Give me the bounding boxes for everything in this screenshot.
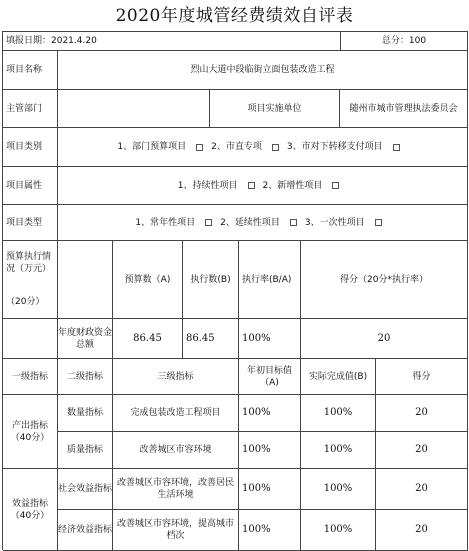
level3-cell: 改善城区市容环境，提高城市档次 (113, 510, 239, 551)
effect-indicator-label: 效益指标（40分） (3, 469, 58, 551)
checkbox[interactable] (332, 182, 339, 189)
col-level1: 一级指标 (3, 359, 58, 395)
score-cell: 20 (376, 432, 468, 469)
type-options (58, 205, 468, 241)
actual-cell: 100% (301, 469, 376, 510)
output-indicator-label: 产出指标（40分） (3, 395, 58, 469)
budget-label-text: 预算执行情况（万元） (6, 252, 52, 275)
attribute-option-1: 1、持续性项目 (177, 180, 238, 191)
score-cell: 20 (376, 469, 468, 510)
level2-cell: 经济效益指标 (58, 510, 113, 551)
target-cell: 100% (239, 395, 301, 432)
evaluation-table (2, 31, 468, 550)
checkbox[interactable] (272, 144, 279, 151)
impl-unit-label: 项目实施单位 (210, 90, 340, 128)
category-option-1: 1、部门预算项目 (117, 142, 187, 152)
budget-label-score: （20分） (6, 296, 45, 307)
checkbox[interactable] (196, 144, 203, 151)
exec-header: 执行数(B) (183, 241, 239, 319)
exec-value: 86.45 (183, 319, 239, 359)
blank-cell (58, 241, 113, 319)
dept-value (58, 90, 210, 128)
actual-cell: 100% (301, 432, 376, 469)
level3-cell: 改善城区市容环境 (113, 432, 239, 469)
project-name-value: 烈山大道中段临街立面包装改造工程 (58, 51, 468, 90)
project-name-label: 项目名称 (3, 51, 58, 90)
category-option-2: 2、市直专项 (211, 142, 262, 152)
type-option-3: 3、一次性项目 (304, 217, 365, 228)
actual-cell: 100% (301, 510, 376, 551)
impl-unit-value: 随州市城市管理执法委员会 (340, 90, 468, 128)
fill-date: 填报日期：2021.4.20 (3, 32, 341, 51)
dept-label: 主管部门 (3, 90, 58, 128)
checkbox[interactable] (290, 219, 297, 226)
budget-section-label (3, 241, 58, 319)
target-cell: 100% (239, 469, 301, 510)
category-label: 项目类别 (3, 128, 58, 167)
type-label: 项目类型 (3, 205, 58, 241)
score-cell: 20 (376, 510, 468, 551)
col-level3: 三级指标 (113, 359, 239, 395)
page-title: 2020年度城管经费绩效自评表 (115, 6, 354, 26)
score-cell: 20 (376, 395, 468, 432)
col-target: 年初目标值（A) (239, 359, 301, 395)
attribute-label: 项目属性 (3, 167, 58, 205)
category-options (58, 128, 468, 167)
checkbox[interactable] (205, 219, 212, 226)
target-cell: 100% (239, 510, 301, 551)
level3-cell: 改善城区市容环境，改善居民生活环境 (113, 469, 239, 510)
attribute-options (58, 167, 468, 205)
fiscal-total-label: 年度财政资金总额 (58, 319, 113, 359)
rate-value: 100% (239, 319, 301, 359)
level2-cell: 社会效益指标 (58, 469, 113, 510)
budget-header: 预算数（A) (113, 241, 183, 319)
checkbox[interactable] (248, 182, 255, 189)
level2-cell: 数量指标 (58, 395, 113, 432)
category-option-3: 3、市对下转移支付项目 (286, 142, 383, 152)
level3-cell: 完成包装改造工程项目 (113, 395, 239, 432)
actual-cell: 100% (301, 395, 376, 432)
total-score: 总分：100 (341, 32, 468, 51)
score-value: 20 (301, 319, 468, 359)
blank-cell (3, 319, 58, 359)
level2-cell: 质量指标 (58, 432, 113, 469)
target-cell: 100% (239, 432, 301, 469)
score-header: 得分（20分*执行率） (301, 241, 468, 319)
type-option-1: 1、常年性项目 (135, 217, 196, 228)
type-option-2: 2、延续性项目 (220, 217, 280, 228)
budget-value: 86.45 (113, 319, 183, 359)
checkbox[interactable] (375, 219, 382, 226)
col-level2: 二级指标 (58, 359, 113, 395)
rate-header: 执行率(B/A) (239, 241, 301, 319)
col-score: 得分 (376, 359, 468, 395)
attribute-option-2: 2、新增性项目 (262, 180, 323, 191)
col-actual: 实际完成值(B) (301, 359, 376, 395)
checkbox[interactable] (393, 144, 400, 151)
